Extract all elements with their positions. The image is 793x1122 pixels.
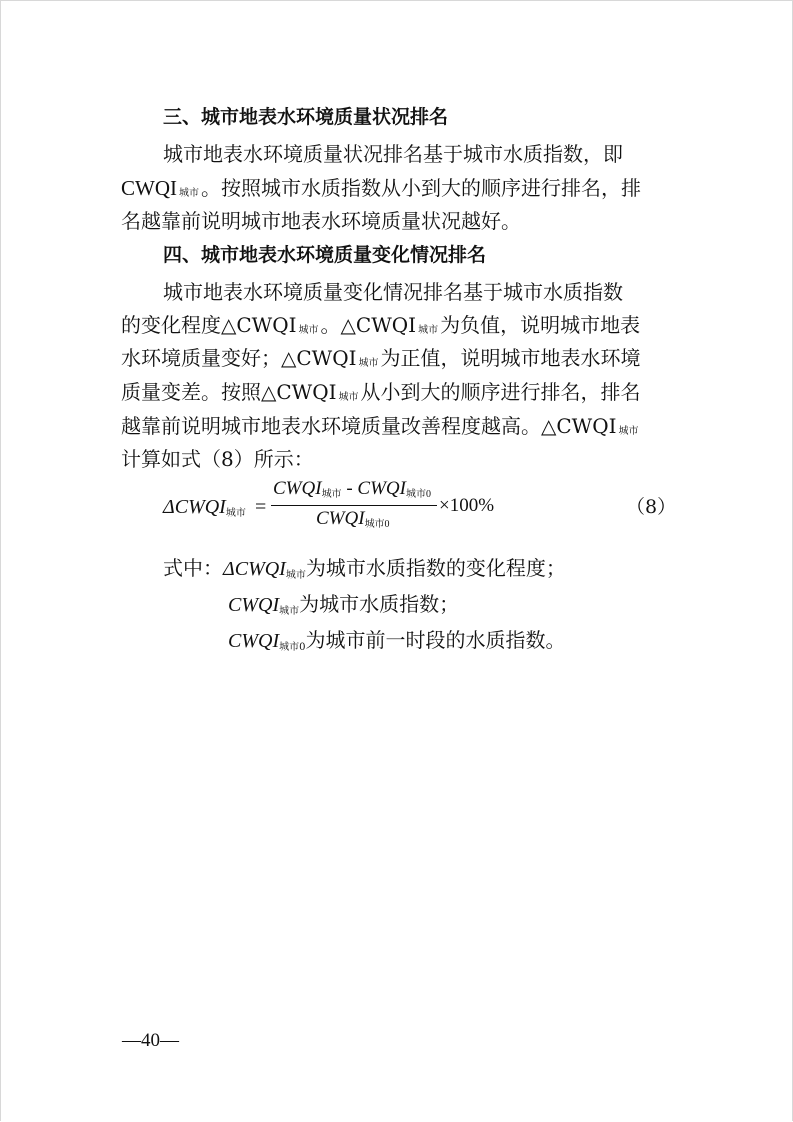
formula-num-a-sub: 城市 (321, 489, 342, 500)
text-run: 。按照城市水质指数从小到大的顺序进行排名，排 (201, 176, 641, 200)
definition-symbol: CWQI (228, 630, 280, 652)
definition-text: 为城市前一时段的水质指数。 (305, 628, 566, 652)
formula-minus: - (341, 478, 358, 499)
paragraph-3-line-3: 名越靠前说明城市地表水环境质量状况越好。 (121, 209, 521, 233)
definition-3 (228, 628, 565, 660)
formula-multiplier: ×100% (439, 495, 495, 516)
section-heading-3: 三、城市地表水环境质量状况排名 (163, 106, 449, 128)
formula-lhs-symbol: ΔCWQI (163, 496, 226, 518)
formula-lhs-subscript: 城市 (225, 508, 246, 519)
definition-1 (163, 556, 566, 588)
paragraph-3-line-1: 城市地表水环境质量状况排名基于城市水质指数，即 (163, 142, 623, 166)
definition-symbol: CWQI (228, 594, 280, 616)
text-run: 质量变差。按照△CWQI (121, 380, 337, 404)
text-run: 越靠前说明城市地表水环境质量改善程度越高。△CWQI (121, 414, 617, 438)
definition-2 (228, 592, 459, 624)
cwqi-term: CWQI (121, 176, 177, 200)
paragraph-3-line-2 (121, 176, 641, 206)
paragraph-4-line-2 (121, 313, 640, 343)
paragraph-4-line-4 (121, 380, 641, 410)
formula-den-symbol: CWQI (316, 508, 365, 529)
page-number: —40— (122, 1030, 179, 1051)
subscript: 城市 (179, 188, 199, 199)
formula-equals: = (255, 496, 267, 518)
paragraph-4-line-1: 城市地表水环境质量变化情况排名基于城市水质指数 (163, 280, 623, 304)
subscript: 城市 (418, 325, 439, 336)
text-run: 从小到大的顺序进行排名，排名 (360, 380, 641, 404)
fraction-bar (271, 505, 437, 506)
definition-intro: 式中： (163, 556, 223, 580)
subscript: 城市 (358, 358, 379, 369)
section-heading-4: 四、城市地表水环境质量变化情况排名 (163, 244, 487, 266)
formula-number: （8） (626, 496, 677, 518)
definition-subscript: 城市0 (279, 642, 306, 653)
text-run: 为负值，说明城市地表 (440, 313, 641, 337)
text-run: 为正值，说明城市地表水环境 (380, 346, 641, 370)
subscript: 城市 (338, 392, 359, 403)
subscript: 城市 (618, 426, 639, 437)
text-run: 的变化程度△CWQI (121, 313, 297, 337)
formula-num-b-sub: 城市0 (405, 489, 431, 500)
formula-numerator (273, 478, 431, 500)
formula-lhs (163, 496, 246, 519)
formula-num-a: CWQI (273, 478, 322, 499)
definition-text: 为城市水质指数； (299, 592, 460, 616)
definition-subscript: 城市 (279, 606, 300, 617)
formula-denominator (316, 508, 390, 530)
formula-8 (163, 478, 683, 538)
formula-den-sub: 城市0 (364, 519, 390, 530)
definition-subscript: 城市 (285, 570, 306, 581)
text-run: 。△CWQI (320, 313, 417, 337)
subscript: 城市 (298, 325, 319, 336)
paragraph-4-line-5 (121, 414, 641, 444)
paragraph-4-line-3 (121, 346, 641, 376)
formula-num-b: CWQI (357, 478, 406, 499)
paragraph-4-line-6: 计算如式（8）所示： (121, 447, 314, 471)
definition-text: 为城市水质指数的变化程度； (305, 556, 566, 580)
text-run: 水环境质量变好；△CWQI (121, 346, 357, 370)
definition-symbol: ΔCWQI (223, 558, 286, 580)
